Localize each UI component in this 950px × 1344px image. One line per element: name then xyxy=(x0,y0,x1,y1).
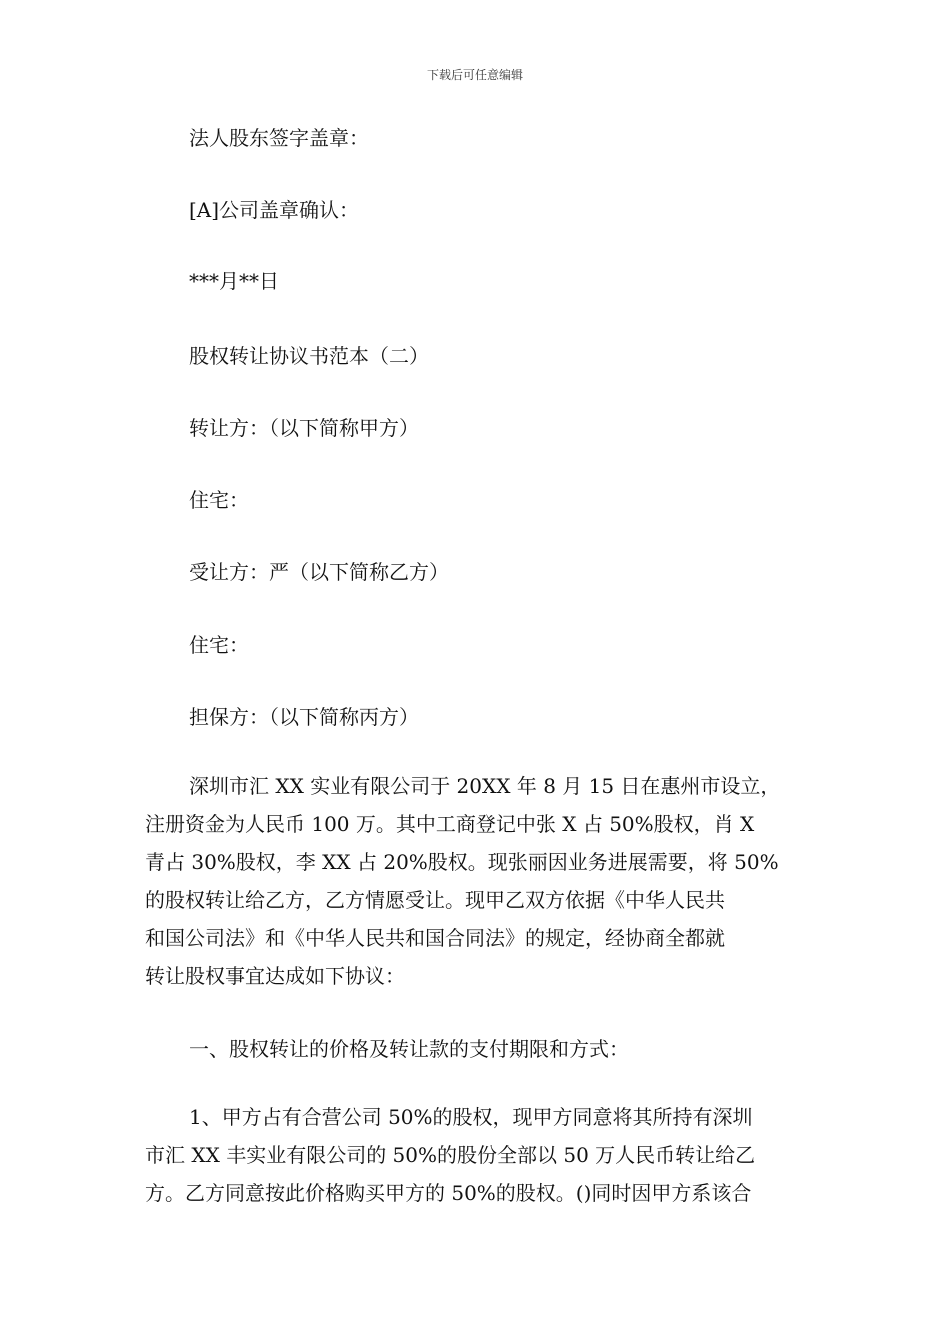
paragraph-row: 深圳市汇 XX 实业有限公司于 20XX 年 8 月 15 日在惠州市设立， xyxy=(189,774,781,798)
date-line: ***月**日 xyxy=(189,269,279,293)
section-heading-1: 一、股权转让的价格及转让款的支付期限和方式： xyxy=(189,1037,629,1061)
guarantor-line: 担保方：（以下简称丙方） xyxy=(189,705,419,729)
residence-line-2: 住宅： xyxy=(189,633,249,657)
paragraph-row: 和国公司法》和《中华人民共和国合同法》的规定，经协商全都就 xyxy=(145,926,725,950)
transferee-line: 受让方：严（以下简称乙方） xyxy=(189,560,449,584)
paragraph-row: 方。乙方同意按此价格购买甲方的 50%的股权。()同时因甲方系该合 xyxy=(145,1181,752,1205)
paragraph-row: 注册资金为人民币 100 万。其中工商登记中张 X 占 50%股权，肖 X xyxy=(145,812,755,836)
paragraph-price-terms xyxy=(145,1098,810,1212)
signature-line: 法人股东签字盖章： xyxy=(189,126,369,150)
company-seal-line: [A]公司盖章确认： xyxy=(189,198,360,222)
paragraph-row: 的股权转让给乙方，乙方情愿受让。现甲乙双方依据《中华人民共 xyxy=(145,888,725,912)
residence-line-1: 住宅： xyxy=(189,488,249,512)
paragraph-row: 1、甲方占有合营公司 50%的股权，现甲方同意将其所持有深圳 xyxy=(189,1105,753,1129)
paragraph-row: 青占 30%股权，李 XX 占 20%股权。现张丽因业务进展需要，将 50% xyxy=(145,850,779,874)
paragraph-row: 市汇 XX 丰实业有限公司的 50%的股份全部以 50 万人民币转让给乙 xyxy=(145,1143,756,1167)
document-title: 股权转让协议书范本（二） xyxy=(189,344,429,368)
paragraph-company-background xyxy=(145,767,810,995)
transferor-line: 转让方：（以下简称甲方） xyxy=(189,416,419,440)
header-note: 下载后可任意编辑 xyxy=(426,68,523,82)
paragraph-row: 转让股权事宜达成如下协议： xyxy=(145,964,405,988)
